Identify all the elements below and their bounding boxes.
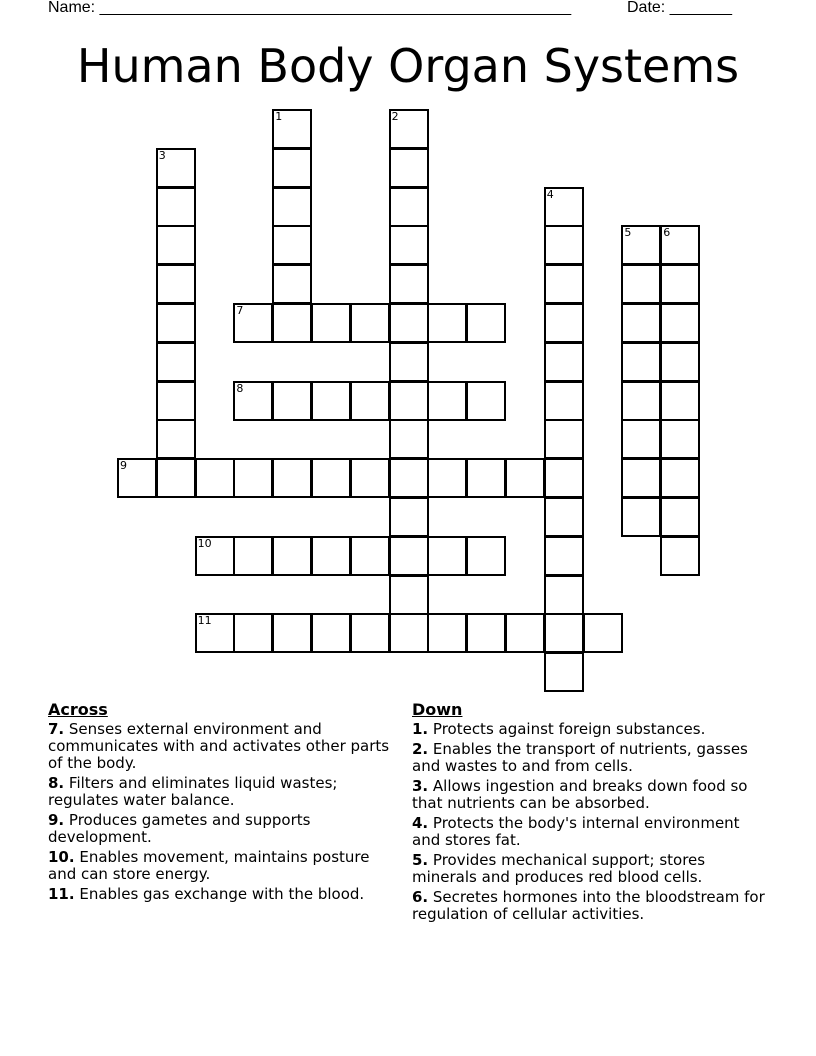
crossword-cell[interactable] <box>350 303 390 343</box>
clue-number: 11. <box>48 885 75 903</box>
clue-number-label: 11 <box>197 614 212 628</box>
clue-item <box>412 778 772 812</box>
clue-number-label: 1 <box>275 110 283 123</box>
crossword-cell[interactable] <box>544 264 584 304</box>
crossword-cell[interactable] <box>156 419 196 459</box>
clue-text: Enables movement, maintains posture and can store energy. <box>48 848 370 883</box>
clue-text: Enables gas exchange with the blood. <box>74 885 365 903</box>
across-clue-list <box>48 721 398 903</box>
crossword-cell[interactable] <box>389 148 429 188</box>
clue-item <box>412 852 772 886</box>
crossword-cell[interactable] <box>621 419 661 459</box>
clue-item <box>48 849 398 883</box>
crossword-cell[interactable] <box>621 342 661 382</box>
clue-item <box>48 812 398 846</box>
crossword-cell[interactable] <box>544 419 584 459</box>
clue-text: Protects against foreign substances. <box>428 720 706 738</box>
crossword-cell[interactable] <box>544 575 584 615</box>
crossword-cell[interactable] <box>389 303 429 343</box>
crossword-cell[interactable] <box>272 109 312 149</box>
crossword-cell[interactable] <box>156 225 196 265</box>
page-title: Human Body Organ Systems <box>76 39 740 93</box>
crossword-cell[interactable] <box>427 381 467 421</box>
crossword-cell[interactable] <box>233 536 273 576</box>
clue-number: 3. <box>412 777 429 795</box>
crossword-cell[interactable] <box>544 613 584 653</box>
crossword-cell[interactable] <box>621 225 661 265</box>
clue-number-label: 9 <box>120 459 127 473</box>
crossword-cell[interactable] <box>660 225 700 265</box>
clue-text: Filters and eliminates liquid wastes; regulates water balance. <box>48 774 338 809</box>
clue-number: 4. <box>412 814 429 832</box>
crossword-cell[interactable] <box>117 458 157 498</box>
clue-item <box>48 886 398 903</box>
crossword-cell[interactable] <box>544 303 584 343</box>
crossword-cell[interactable] <box>660 342 700 382</box>
clue-text: Provides mechanical support; stores minerals and produces red blood cells. <box>412 851 706 886</box>
crossword-cell[interactable] <box>389 419 429 459</box>
crossword-cell[interactable] <box>272 303 312 343</box>
clue-number-label: 3 <box>158 148 166 162</box>
crossword-cell[interactable] <box>350 458 390 498</box>
crossword-cell[interactable] <box>427 613 467 653</box>
crossword-cell[interactable] <box>466 536 506 576</box>
crossword-cell[interactable] <box>621 381 661 421</box>
crossword-cell[interactable] <box>272 264 312 304</box>
crossword-cell[interactable] <box>311 613 351 653</box>
crossword-cell[interactable] <box>389 109 429 149</box>
crossword-cell[interactable] <box>233 381 273 421</box>
clue-text: Allows ingestion and breaks down food so that nutrients can be absorbed. <box>412 777 748 812</box>
crossword-cell[interactable] <box>544 342 584 382</box>
crossword-cell[interactable] <box>233 458 273 498</box>
crossword-cell[interactable] <box>621 497 661 537</box>
clue-number-label: 10 <box>197 536 212 550</box>
clue-number: 2. <box>412 740 429 758</box>
clue-item <box>412 721 772 738</box>
crossword-cell[interactable] <box>505 613 545 653</box>
across-clues <box>48 699 398 906</box>
clue-number-label: 6 <box>663 226 671 240</box>
crossword-cell[interactable] <box>389 458 429 498</box>
name-field[interactable]: Name: _____________________________________________________ <box>48 0 572 16</box>
crossword-cell[interactable] <box>621 458 661 498</box>
clue-number: 9. <box>48 811 65 829</box>
crossword-cell[interactable] <box>660 458 700 498</box>
crossword-cell[interactable] <box>156 342 196 382</box>
crossword-cell[interactable] <box>389 497 429 537</box>
date-field[interactable]: Date: _______ <box>627 0 732 16</box>
clue-text: Enables the transport of nutrients, gasses and wastes to and from cells. <box>412 740 748 775</box>
clue-number: 8. <box>48 774 65 792</box>
crossword-cell[interactable] <box>233 613 273 653</box>
crossword-cell[interactable] <box>621 303 661 343</box>
crossword-cell[interactable] <box>544 536 584 576</box>
crossword-cell[interactable] <box>272 458 312 498</box>
clue-item <box>48 721 398 772</box>
crossword-cell[interactable] <box>156 458 196 498</box>
crossword-cell[interactable] <box>156 148 196 188</box>
crossword-cell[interactable] <box>311 381 351 421</box>
crossword-cell[interactable] <box>389 264 429 304</box>
crossword-cell[interactable] <box>466 381 506 421</box>
crossword-cell[interactable] <box>195 613 235 653</box>
crossword-cell[interactable] <box>350 613 390 653</box>
crossword-cell[interactable] <box>272 381 312 421</box>
clue-text: Protects the body's internal environment and stores fat. <box>412 814 740 849</box>
clue-number-label: 2 <box>391 110 399 123</box>
crossword-cell[interactable] <box>272 148 312 188</box>
crossword-cell[interactable] <box>544 652 584 692</box>
crossword-cell[interactable] <box>505 458 545 498</box>
crossword-cell[interactable] <box>427 536 467 576</box>
crossword-cell[interactable] <box>660 381 700 421</box>
clue-item <box>412 889 772 923</box>
crossword-cell[interactable] <box>389 536 429 576</box>
crossword-cell[interactable] <box>195 536 235 576</box>
clue-number: 7. <box>48 720 65 738</box>
crossword-cell[interactable] <box>272 225 312 265</box>
crossword-cell[interactable] <box>544 458 584 498</box>
crossword-cell[interactable] <box>389 381 429 421</box>
crossword-cell[interactable] <box>195 458 235 498</box>
crossword-cell[interactable] <box>272 536 312 576</box>
crossword-cell[interactable] <box>427 303 467 343</box>
crossword-cell[interactable] <box>272 187 312 227</box>
crossword-cell[interactable] <box>389 342 429 382</box>
down-clue-list <box>412 721 772 923</box>
clue-text: Secretes hormones into the bloodstream for regulation of cellular activities. <box>412 888 765 923</box>
crossword-cell[interactable] <box>544 225 584 265</box>
clue-text: Senses external environment and communicates with and activates other parts of the body. <box>48 720 390 772</box>
clue-item <box>412 741 772 775</box>
crossword-cell[interactable] <box>660 264 700 304</box>
crossword-cell[interactable] <box>583 613 623 653</box>
crossword-cell[interactable] <box>544 381 584 421</box>
crossword-cell[interactable] <box>389 225 429 265</box>
crossword-cell[interactable] <box>311 303 351 343</box>
crossword-cell[interactable] <box>156 381 196 421</box>
crossword-cell[interactable] <box>156 303 196 343</box>
crossword-cell[interactable] <box>311 458 351 498</box>
down-heading: Down <box>412 700 463 719</box>
crossword-cell[interactable] <box>544 497 584 537</box>
crossword-cell[interactable] <box>660 303 700 343</box>
crossword-cell[interactable] <box>466 458 506 498</box>
down-clues <box>412 699 772 926</box>
crossword-cell[interactable] <box>660 536 700 576</box>
clue-text: Produces gametes and supports development. <box>48 811 311 846</box>
crossword-cell[interactable] <box>544 187 584 227</box>
crossword-cell[interactable] <box>660 419 700 459</box>
clue-number-label: 5 <box>624 226 632 240</box>
clue-number-label: 7 <box>236 304 244 317</box>
clue-number-label: 4 <box>546 187 554 201</box>
crossword-cell[interactable] <box>350 381 390 421</box>
clue-number: 1. <box>412 720 429 738</box>
crossword-cell[interactable] <box>156 187 196 227</box>
crossword-cell[interactable] <box>233 303 273 343</box>
crossword-cell[interactable] <box>156 264 196 304</box>
crossword-cell[interactable] <box>427 458 467 498</box>
clue-number: 6. <box>412 888 429 906</box>
clue-number: 5. <box>412 851 429 869</box>
crossword-cell[interactable] <box>466 613 506 653</box>
clue-number: 10. <box>48 848 75 866</box>
crossword-cell[interactable] <box>350 536 390 576</box>
crossword-cell[interactable] <box>389 575 429 615</box>
crossword-cell[interactable] <box>660 497 700 537</box>
crossword-cell[interactable] <box>272 613 312 653</box>
clue-item <box>48 775 398 809</box>
crossword-cell[interactable] <box>389 613 429 653</box>
crossword-cell[interactable] <box>621 264 661 304</box>
crossword-cell[interactable] <box>311 536 351 576</box>
crossword-cell[interactable] <box>466 303 506 343</box>
clue-item <box>412 815 772 849</box>
crossword-cell[interactable] <box>389 187 429 227</box>
clue-number-label: 8 <box>236 381 244 395</box>
across-heading: Across <box>48 700 108 719</box>
